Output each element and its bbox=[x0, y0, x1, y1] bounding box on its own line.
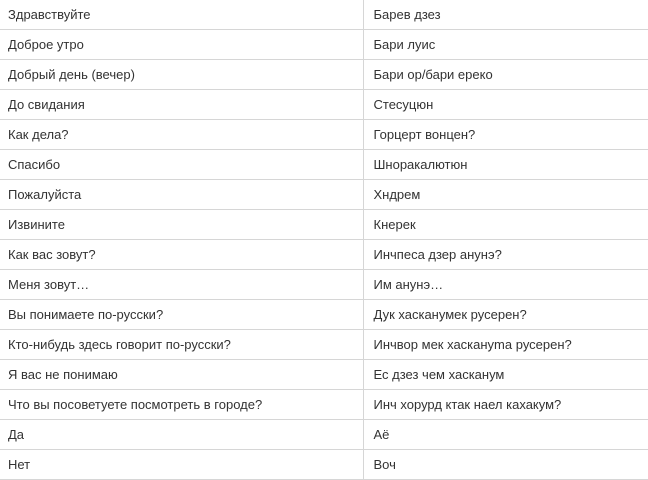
russian-phrase-cell: Кто-нибудь здесь говорит по-русски? bbox=[0, 330, 363, 360]
russian-phrase-cell: Я вас не понимаю bbox=[0, 360, 363, 390]
armenian-phrase-cell: Шноракалютюн bbox=[363, 150, 648, 180]
armenian-phrase-cell: Бари луис bbox=[363, 30, 648, 60]
table-row bbox=[0, 180, 648, 210]
table-row bbox=[0, 150, 648, 180]
russian-phrase-cell: Нет bbox=[0, 450, 363, 480]
table-row bbox=[0, 30, 648, 60]
table-row bbox=[0, 0, 648, 30]
table-row bbox=[0, 240, 648, 270]
armenian-phrase-cell: Им анунэ… bbox=[363, 270, 648, 300]
armenian-phrase-cell: Бари ор/бари ереко bbox=[363, 60, 648, 90]
russian-phrase-cell: Спасибо bbox=[0, 150, 363, 180]
russian-phrase-cell: Что вы посоветуете посмотреть в городе? bbox=[0, 390, 363, 420]
table-row bbox=[0, 90, 648, 120]
armenian-phrase-cell: Аё bbox=[363, 420, 648, 450]
armenian-phrase-cell: Хндрем bbox=[363, 180, 648, 210]
armenian-phrase-cell: Инчпеса дзер анунэ? bbox=[363, 240, 648, 270]
armenian-phrase-cell: Воч bbox=[363, 450, 648, 480]
russian-phrase-cell: Извините bbox=[0, 210, 363, 240]
table-row bbox=[0, 120, 648, 150]
table-row bbox=[0, 300, 648, 330]
russian-phrase-cell: Добрый день (вечер) bbox=[0, 60, 363, 90]
armenian-phrase-cell: Дук хасканумек русерен? bbox=[363, 300, 648, 330]
table-row bbox=[0, 390, 648, 420]
russian-phrase-cell: Здравствуйте bbox=[0, 0, 363, 30]
armenian-phrase-cell: Кнерек bbox=[363, 210, 648, 240]
russian-phrase-cell: Пожалуйста bbox=[0, 180, 363, 210]
armenian-phrase-cell: Горцерт вонцен? bbox=[363, 120, 648, 150]
armenian-phrase-cell: Барев дзез bbox=[363, 0, 648, 30]
table-row bbox=[0, 420, 648, 450]
russian-phrase-cell: Как дела? bbox=[0, 120, 363, 150]
armenian-phrase-cell: Ес дзез чем хасканум bbox=[363, 360, 648, 390]
table-row bbox=[0, 210, 648, 240]
armenian-phrase-cell: Инч хорурд ктак наел кахакум? bbox=[363, 390, 648, 420]
table-row bbox=[0, 360, 648, 390]
armenian-phrase-cell: Инчвор мек хаскануma русерен? bbox=[363, 330, 648, 360]
armenian-phrase-cell: Стесуцюн bbox=[363, 90, 648, 120]
table-row bbox=[0, 60, 648, 90]
russian-phrase-cell: Меня зовут… bbox=[0, 270, 363, 300]
russian-phrase-cell: До свидания bbox=[0, 90, 363, 120]
table-row bbox=[0, 330, 648, 360]
russian-phrase-cell: Вы понимаете по-русски? bbox=[0, 300, 363, 330]
russian-phrase-cell: Да bbox=[0, 420, 363, 450]
russian-phrase-cell: Как вас зовут? bbox=[0, 240, 363, 270]
table-row bbox=[0, 270, 648, 300]
russian-phrase-cell: Доброе утро bbox=[0, 30, 363, 60]
table-row bbox=[0, 450, 648, 480]
